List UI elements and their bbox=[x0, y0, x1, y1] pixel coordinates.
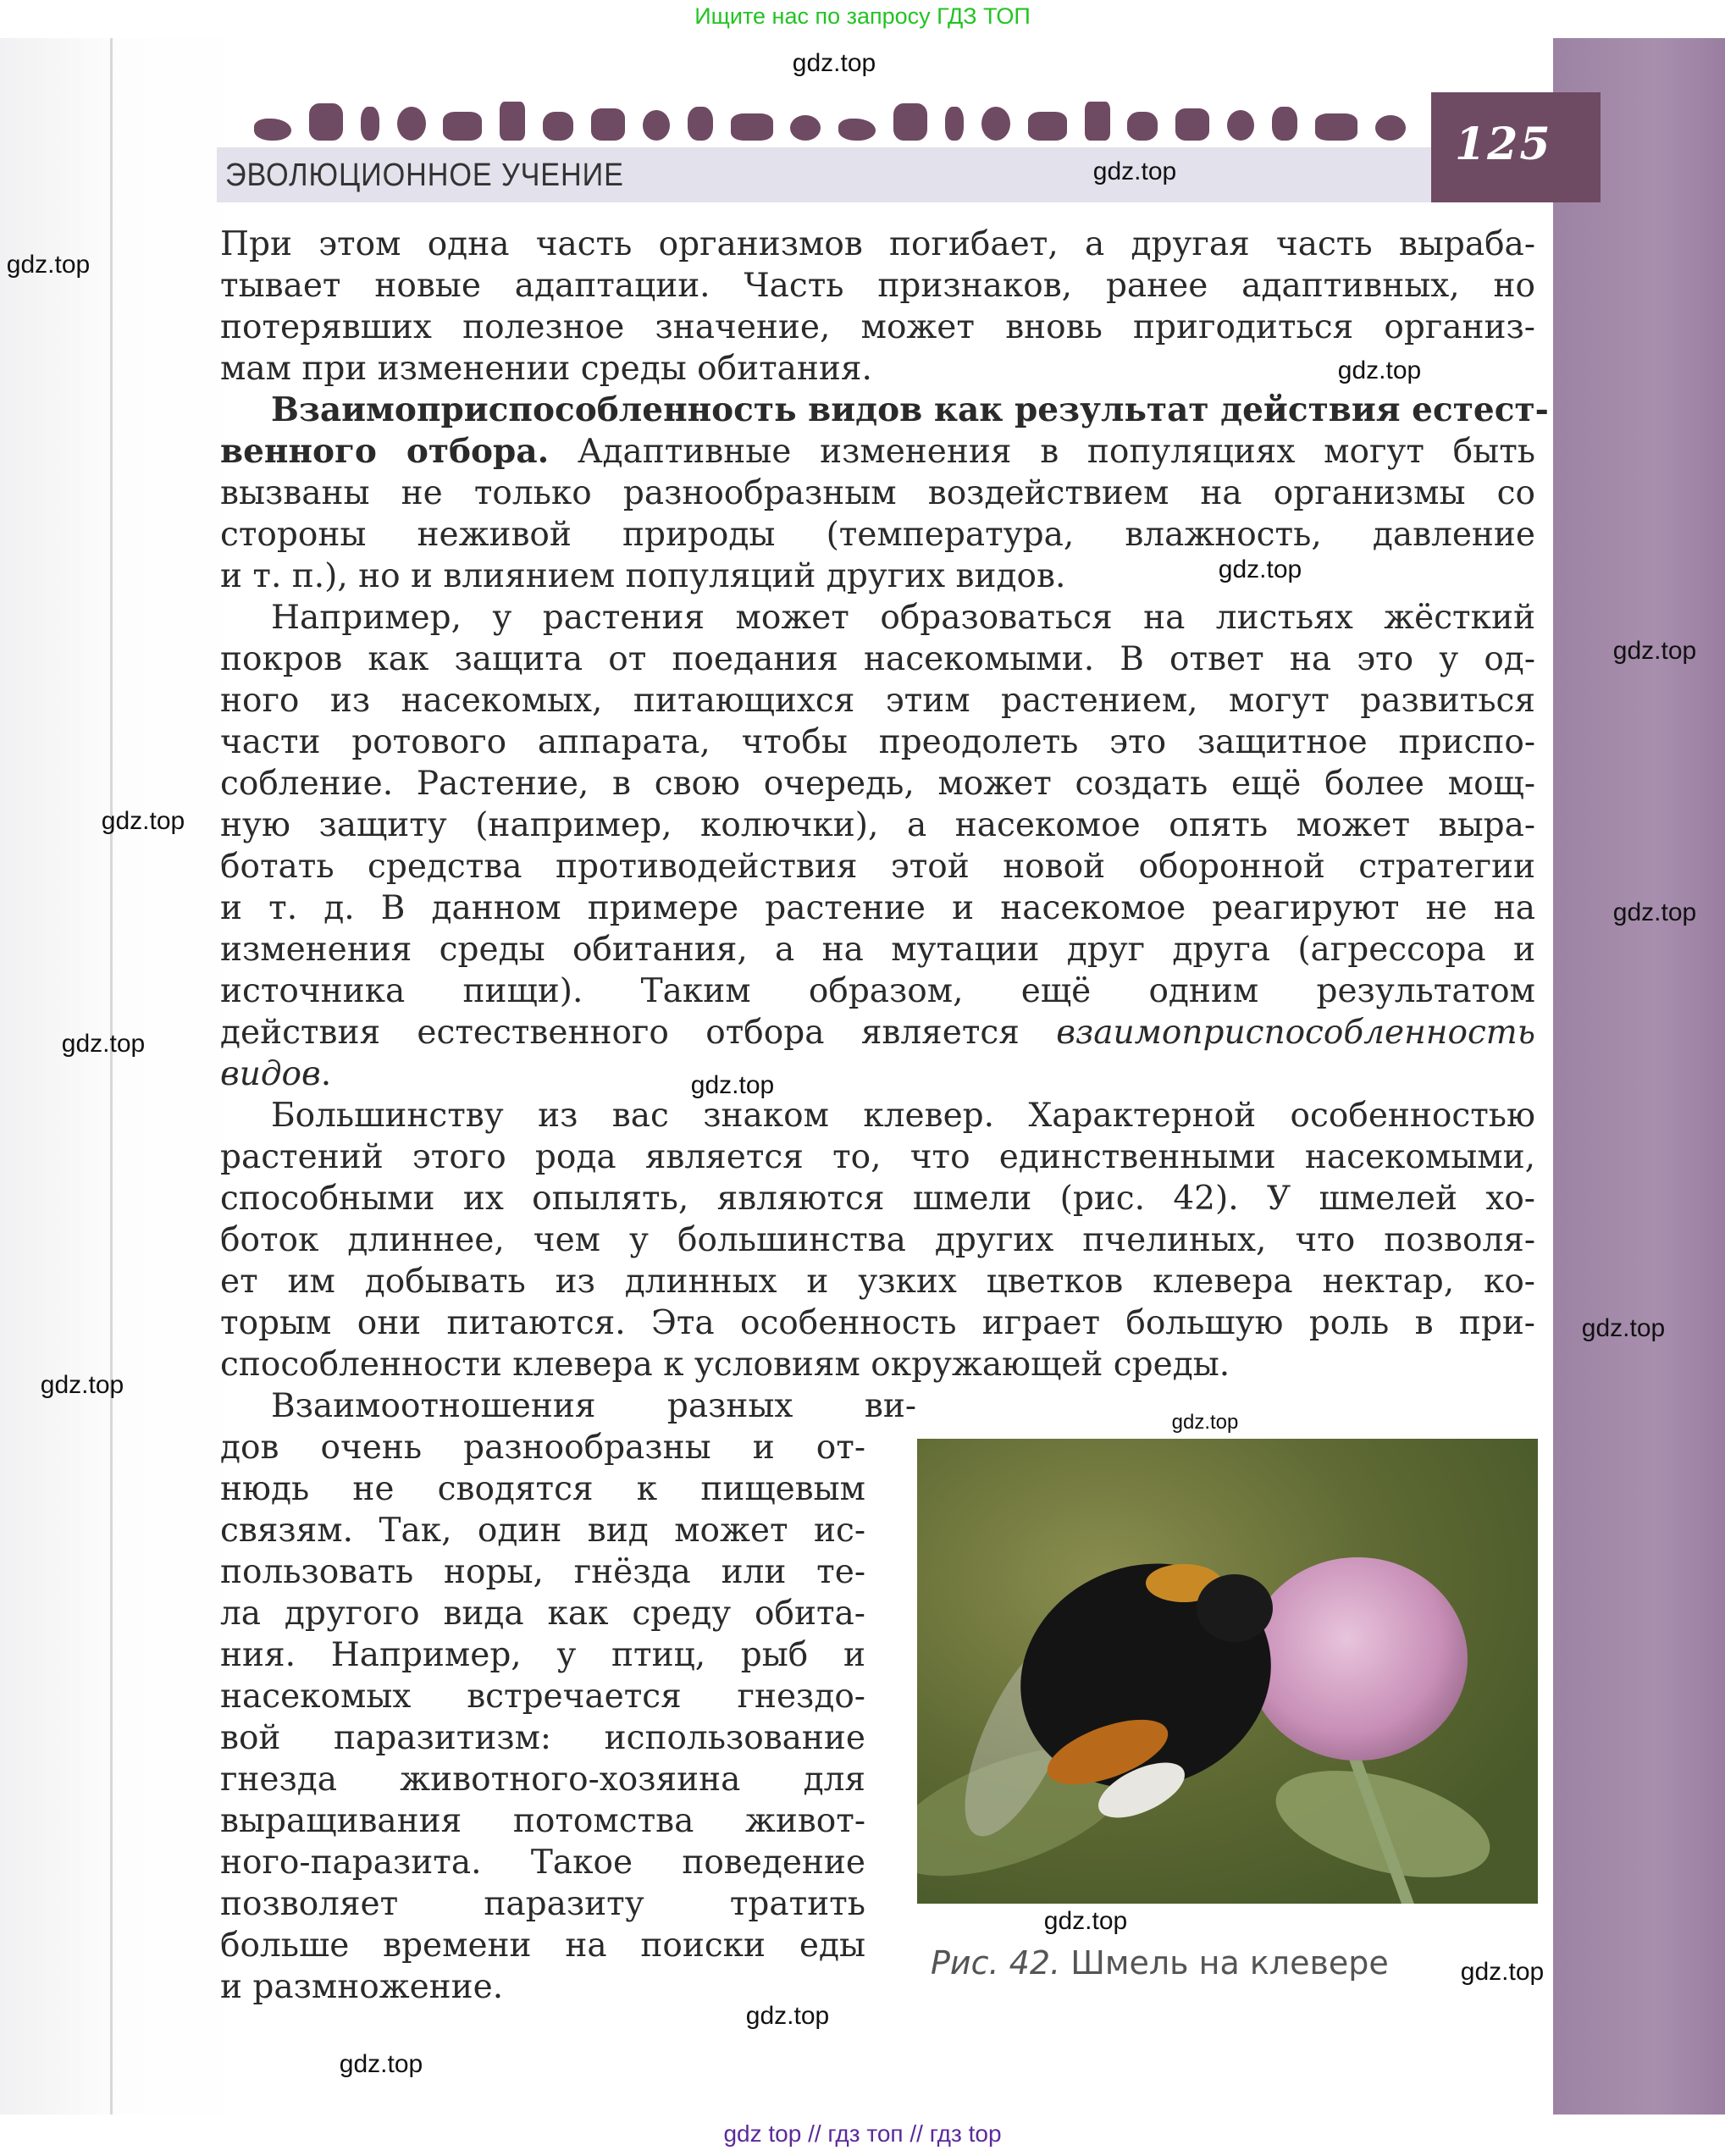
text-line: дов очень разнообразны и от- bbox=[220, 1429, 865, 1467]
watermark: gdz.top bbox=[792, 49, 876, 77]
watermark: gdz.top bbox=[1581, 1314, 1666, 1342]
text-line: покров как защита от поедания насекомыми. В ответ на это у од- bbox=[220, 640, 1535, 678]
text-line bbox=[220, 390, 1549, 431]
clover-flower bbox=[1247, 1557, 1468, 1761]
animal-silhouette-icon bbox=[1227, 110, 1254, 141]
animal-silhouette-icon bbox=[643, 110, 670, 141]
text-line: ния. Например, у птиц, рыб и bbox=[220, 1636, 865, 1674]
text-line: выращивания потомства живот- bbox=[220, 1802, 865, 1840]
figure-photo-bumblebee-on-clover bbox=[917, 1439, 1538, 1904]
watermark: gdz.top bbox=[6, 251, 91, 279]
bold-term: венного отбора. bbox=[220, 432, 550, 471]
text-line: насекомых встречается гнездо- bbox=[220, 1678, 865, 1716]
animal-silhouette-icon bbox=[361, 107, 379, 141]
text-line: связям. Так, один вид может ис- bbox=[220, 1512, 865, 1550]
text-span: действия естественного отбора является bbox=[220, 1014, 1057, 1052]
text-line: ную защиту (например, колючки), а насекомое опять может выра- bbox=[220, 806, 1535, 844]
text-line: торым они питаются. Эта особенность играет большую роль в при- bbox=[220, 1304, 1535, 1342]
text-line: позволяет паразиту тратить bbox=[220, 1885, 865, 1923]
figure-caption-text: Шмель на клевере bbox=[1070, 1944, 1389, 1982]
text-line bbox=[220, 431, 1535, 473]
bottom-banner[interactable]: gdz top // гдз топ // гдз top bbox=[723, 2120, 1002, 2147]
animal-silhouette-icon bbox=[1272, 107, 1297, 141]
page-spine bbox=[110, 38, 113, 2115]
text-line: изменения среды обитания, а на мутации друг друга (агрессора и bbox=[220, 931, 1535, 969]
text-line: способленности клевера к условиям окружающей среды. bbox=[220, 1346, 1230, 1384]
animal-silhouette-icon bbox=[790, 115, 821, 141]
text-line: вызваны не только разнообразным воздействием на организмы со bbox=[220, 474, 1535, 512]
watermark: gdz.top bbox=[1612, 898, 1697, 926]
watermark: gdz.top bbox=[1171, 1411, 1239, 1434]
animal-silhouette-icon bbox=[309, 103, 343, 141]
text-line bbox=[220, 1012, 1535, 1053]
text-line: ботать средства противодействия этой новой оборонной стратегии bbox=[220, 848, 1535, 886]
text-line bbox=[220, 1053, 1535, 1095]
animal-silhouette-icon bbox=[1028, 112, 1067, 141]
animal-silhouette-icon bbox=[500, 102, 525, 141]
text-line: потерявших полезное значение, может вновь пригодиться организ- bbox=[220, 308, 1535, 346]
figure-label: Рис. 42. bbox=[931, 1944, 1061, 1982]
side-color-band bbox=[1553, 38, 1725, 2115]
text-line: ла другого вида как среду обита- bbox=[220, 1595, 865, 1633]
text-line: При этом одна часть организмов погибает, а другая часть выраба- bbox=[220, 225, 1535, 263]
text-line: гнезда животного-хозяина для bbox=[220, 1761, 865, 1799]
animal-silhouette-icon bbox=[1375, 115, 1406, 141]
text-line: Например, у растения может образоваться на листьях жёсткий bbox=[271, 599, 1535, 637]
text-line: части ротового аппарата, чтобы преодолеть это защитное приспо- bbox=[220, 723, 1535, 761]
text-line: нюдь не сводятся к пищевым bbox=[220, 1470, 865, 1508]
animal-silhouette-icon bbox=[731, 113, 773, 141]
text-line: больше времени на поиски еды bbox=[220, 1927, 865, 1965]
watermark: gdz.top bbox=[1092, 158, 1177, 185]
text-line: источника пищи). Таким образом, ещё одним результатом bbox=[220, 972, 1535, 1010]
text-line: Взаимоотношения разных ви- bbox=[271, 1387, 916, 1425]
text-line: боток длиннее, чем у большинства других пчелиных, что позволя- bbox=[220, 1221, 1535, 1259]
text-line: способными их опылять, являются шмели (рис. 42). У шмелей хо- bbox=[220, 1180, 1535, 1218]
watermark: gdz.top bbox=[101, 807, 185, 835]
text-line: растений этого рода является то, что единственными насекомыми, bbox=[220, 1138, 1535, 1176]
paragraph bbox=[220, 1095, 1535, 1385]
text-line: ного-паразита. Такое поведение bbox=[220, 1844, 865, 1882]
search-banner[interactable]: Ищите нас по запросу ГДЗ ТОП bbox=[694, 3, 1031, 29]
text-line: стороны неживой природы (температура, влажность, давление bbox=[220, 516, 1535, 554]
text-line: и размножение. bbox=[220, 1968, 504, 2006]
text-span: . bbox=[320, 1055, 332, 1093]
animal-silhouette-icon bbox=[397, 107, 426, 141]
text-line: и т. д. В данном примере растение и насекомое реагируют не на bbox=[220, 889, 1535, 927]
animal-silhouette-icon bbox=[945, 107, 964, 141]
watermark: gdz.top bbox=[40, 1371, 124, 1399]
watermark: gdz.top bbox=[745, 2002, 830, 2030]
text-line: ет им добывать из длинных и узких цветков клевера нектар, ко- bbox=[220, 1263, 1535, 1301]
animal-silhouette-icon bbox=[254, 119, 291, 141]
watermark: gdz.top bbox=[1460, 1958, 1545, 1986]
text-line: вой паразитизм: использование bbox=[220, 1719, 865, 1757]
animal-silhouette-icon bbox=[893, 103, 927, 141]
animal-silhouettes-ornament bbox=[254, 97, 1406, 141]
section-title: ЭВОЛЮЦИОННОЕ УЧЕНИЕ bbox=[225, 158, 624, 193]
text-span: Адаптивные изменения в популяциях могут быть bbox=[549, 433, 1535, 471]
watermark: gdz.top bbox=[1043, 1907, 1128, 1935]
watermark: gdz.top bbox=[1337, 357, 1422, 384]
bold-term: Взаимоприспособленность видов как результат действия естест- bbox=[271, 390, 1549, 429]
paragraph bbox=[220, 597, 1535, 1095]
text-line: тывает новые адаптации. Часть признаков, ранее адаптивных, но bbox=[220, 267, 1535, 305]
animal-silhouette-icon bbox=[591, 108, 625, 141]
animal-silhouette-icon bbox=[1315, 113, 1357, 141]
animal-silhouette-icon bbox=[1085, 102, 1110, 141]
italic-term: видов bbox=[220, 1055, 321, 1093]
watermark: gdz.top bbox=[1612, 637, 1697, 665]
page-number: 125 bbox=[1455, 119, 1552, 170]
paragraph bbox=[220, 390, 1549, 597]
animal-silhouette-icon bbox=[1127, 112, 1158, 141]
animal-silhouette-icon bbox=[981, 107, 1010, 141]
animal-silhouette-icon bbox=[688, 107, 713, 141]
watermark: gdz.top bbox=[339, 2050, 423, 2078]
figure-caption bbox=[931, 1944, 1389, 1982]
text-line: собление. Растение, в свою очередь, может создать ещё более мощ- bbox=[220, 765, 1535, 803]
text-line: и т. п.), но и влиянием популяций других видов. bbox=[220, 557, 1066, 595]
animal-silhouette-icon bbox=[838, 119, 876, 141]
text-line: Большинству из вас знаком клевер. Характерной особенностью bbox=[271, 1097, 1535, 1135]
animal-silhouette-icon bbox=[443, 112, 482, 141]
watermark: gdz.top bbox=[690, 1071, 775, 1099]
watermark: gdz.top bbox=[1218, 556, 1302, 583]
italic-term: взаимоприспособленность bbox=[1056, 1014, 1535, 1052]
animal-silhouette-icon bbox=[1175, 108, 1209, 141]
watermark: gdz.top bbox=[61, 1030, 146, 1058]
text-line: ного из насекомых, питающихся этим растением, могут развиться bbox=[220, 682, 1535, 720]
text-line: пользовать норы, гнёзда или те- bbox=[220, 1553, 865, 1591]
text-line: мам при изменении среды обитания. bbox=[220, 350, 872, 388]
animal-silhouette-icon bbox=[543, 112, 573, 141]
